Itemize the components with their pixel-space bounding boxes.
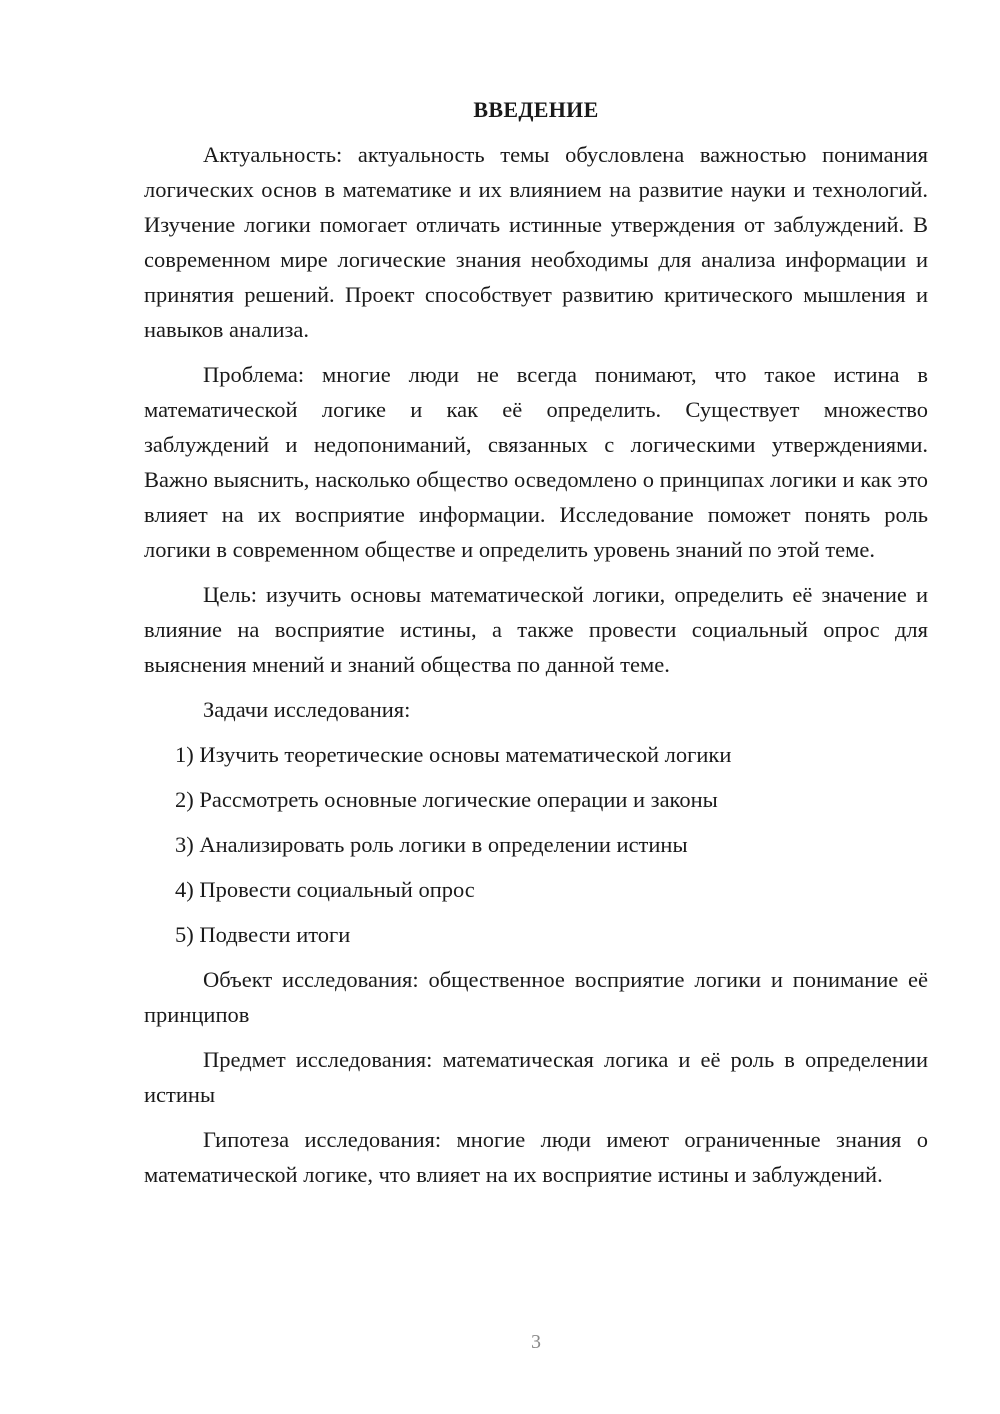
tasks-heading: Задачи исследования: bbox=[203, 697, 411, 722]
hypothesis-paragraph: Гипотеза исследования: многие люди имеют ограниченные знания о математической логике, что влияет на их восприятие истины и заблуждений. bbox=[144, 1127, 928, 1187]
page-content bbox=[144, 92, 928, 1202]
subject-paragraph: Предмет исследования: математическая логика и её роль в определении истины bbox=[144, 1047, 928, 1107]
problem-paragraph: Проблема: многие люди не всегда понимают, что такое истина в математической логике и как её определить. Существует множество заблуждений и недопониманий, связанных с логическими утверждениями. Важно выяснить, насколько общество осведомлено о принципах логики и как это влияет на их восприятие информации. Исследование поможет понять роль логики в современном обществе и определить уровень знаний по этой теме. bbox=[144, 362, 928, 562]
task-item: 5) Подвести итоги bbox=[175, 922, 351, 947]
goal-paragraph: Цель: изучить основы математической логики, определить её значение и влияние на восприятие истины, а также провести социальный опрос для выяснения мнений и знаний общества по данной теме. bbox=[144, 582, 928, 677]
relevance-paragraph: Актуальность: актуальность темы обусловлена важностью понимания логических основ в математике и их влиянием на развитие науки и технологий. Изучение логики помогает отличать истинные утверждения от заблуждений. В современном мире логические знания необходимы для анализа информации и принятия решений. Проект способствует развитию критического мышления и навыков анализа. bbox=[144, 142, 928, 342]
task-item: 2) Рассмотреть основные логические операции и законы bbox=[175, 787, 718, 812]
page-number: 3 bbox=[531, 1331, 541, 1353]
tasks-list bbox=[144, 737, 928, 952]
page-title: ВВЕДЕНИЕ bbox=[473, 97, 599, 122]
task-item: 4) Провести социальный опрос bbox=[175, 877, 475, 902]
object-paragraph: Объект исследования: общественное восприятие логики и понимание её принципов bbox=[144, 967, 928, 1027]
task-item: 3) Анализировать роль логики в определении истины bbox=[175, 832, 688, 857]
task-item: 1) Изучить теоретические основы математической логики bbox=[175, 742, 732, 767]
